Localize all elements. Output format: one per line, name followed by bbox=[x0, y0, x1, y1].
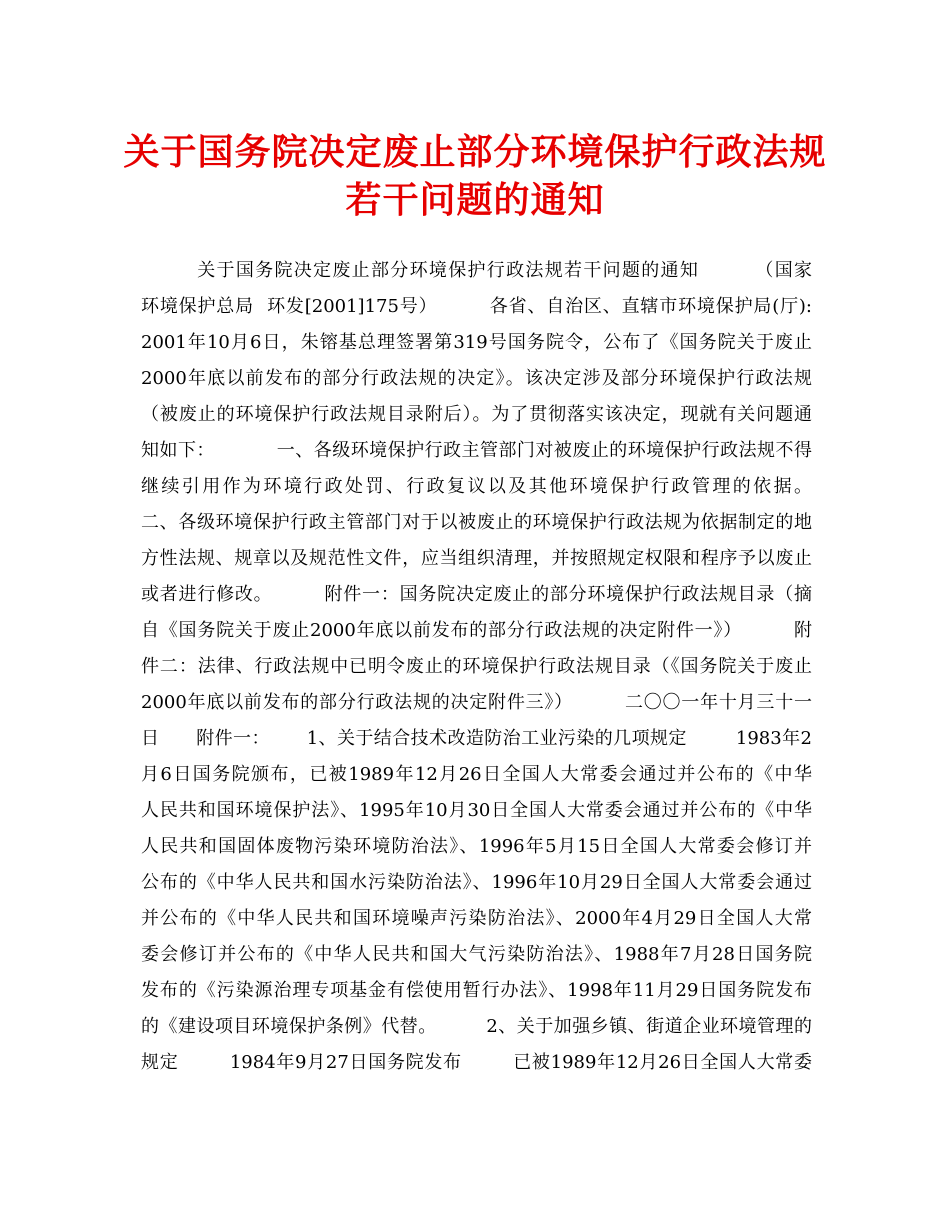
body-line: 并公布的《中华人民共和国环境噪声污染防治法》、2000年4月29日全国人大常 bbox=[141, 908, 812, 929]
body-line: 或者进行修改。 附件一：国务院决定废止的部分环境保护行政法规目录（摘 bbox=[141, 584, 812, 605]
body-line: 公布的《中华人民共和国水污染防治法》、1996年10月29日全国人大常委会通过 bbox=[141, 872, 812, 893]
body-line: 日 附件一： 1、关于结合技术改造防治工业污染的几项规定 1983年2 bbox=[141, 728, 812, 749]
body-line: 二、各级环境保护行政主管部门对于以被废止的环境保护行政法规为依据制定的地 bbox=[141, 512, 812, 533]
title-line-1: 关于国务院决定废止部分环境保护行政法规 bbox=[123, 131, 827, 173]
body-line: 继续引用作为环境行政处罚、行政复议以及其他环境保护行政管理的依据。 bbox=[141, 476, 812, 497]
body-line: 环境保护总局 环发[2001]175号） 各省、自治区、直辖市环境保护局(厅): bbox=[141, 296, 812, 317]
title-line-2: 若干问题的通知 bbox=[345, 179, 605, 221]
body-line: 规定 1984年9月27日国务院发布 已被1989年12月26日全国人大常委 bbox=[141, 1052, 812, 1073]
body-line: 人民共和国固体废物污染环境防治法》、1996年5月15日全国人大常委会修订并 bbox=[141, 836, 812, 857]
body-line: 自《国务院关于废止2000年底以前发布的部分行政法规的决定附件一》） 附 bbox=[141, 620, 812, 641]
body-line: 知如下： 一、各级环境保护行政主管部门对被废止的环境保护行政法规不得 bbox=[141, 440, 812, 461]
body-line: 的《建设项目环境保护条例》代替。 2、关于加强乡镇、街道企业环境管理的 bbox=[141, 1016, 812, 1037]
body-line: 件二：法律、行政法规中已明令废止的环境保护行政法规目录（《国务院关于废止 bbox=[141, 656, 812, 677]
body-line: 2001年10月6日，朱镕基总理签署第319号国务院令，公布了《国务院关于废止 bbox=[141, 332, 812, 353]
document-title bbox=[120, 128, 830, 224]
body-line: 方性法规、规章以及规范性文件，应当组织清理，并按照规定权限和程序予以废止 bbox=[141, 548, 812, 569]
body-line: 月6日国务院颁布，已被1989年12月26日全国人大常委会通过并公布的《中华 bbox=[141, 764, 812, 785]
body-line: 人民共和国环境保护法》、1995年10月30日全国人大常委会通过并公布的《中华 bbox=[141, 800, 812, 821]
body-line: 发布的《污染源治理专项基金有偿使用暂行办法》、1998年11月29日国务院发布 bbox=[141, 980, 812, 1001]
body-line: 2000年底以前发布的部分行政法规的决定附件三》） 二〇〇一年十月三十一 bbox=[141, 692, 812, 713]
body-line: （被废止的环境保护行政法规目录附后）。为了贯彻落实该决定，现就有关问题通 bbox=[141, 404, 812, 425]
document-body bbox=[141, 253, 812, 1081]
body-line: 委会修订并公布的《中华人民共和国大气污染防治法》、1988年7月28日国务院 bbox=[141, 944, 812, 965]
body-line: 2000年底以前发布的部分行政法规的决定》。该决定涉及部分环境保护行政法规 bbox=[141, 368, 812, 389]
body-line: 关于国务院决定废止部分环境保护行政法规若干问题的通知 （国家 bbox=[141, 260, 812, 281]
